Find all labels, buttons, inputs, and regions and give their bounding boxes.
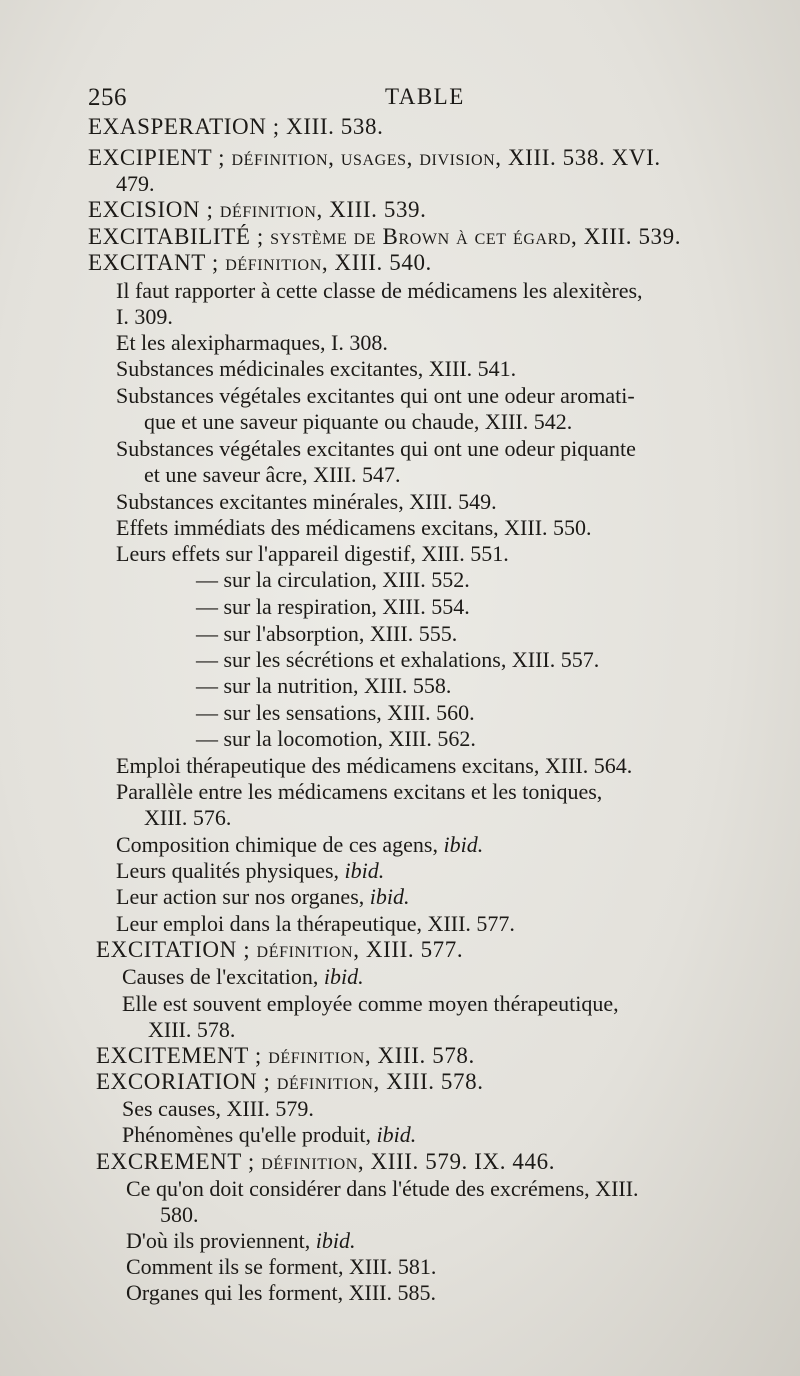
index-subentry [116,884,410,910]
index-subentry: Leur emploi dans la thérapeutique, XIII. 577. [116,911,515,936]
index-subentry: Organes qui les forment, XIII. 585. [126,1280,436,1305]
index-entry-excoriation: EXCORIATION ; définition, XIII. 578. [96,1069,484,1094]
index-entry-excitation: EXCITATION ; définition, XIII. 577. [96,937,464,962]
ibid-reference: ibid. [315,1228,356,1253]
index-subentry: Emploi thérapeutique des médicamens excitans, XIII. 564. [116,753,633,778]
entry-text: D'où ils proviennent, [126,1228,316,1253]
entry-text: Leur action sur nos organes, [116,884,370,909]
index-sub-subentry: — sur la circulation, XIII. 552. [196,567,470,592]
index-subentry: Ce qu'on doit considérer dans l'étude des excrémens, XIII. [126,1176,639,1201]
index-subentry-continuation: que et une saveur piquante ou chaude, XIII. 542. [144,409,573,434]
index-subentry: Effets immédiats des médicamens excitans, XIII. 550. [116,515,592,540]
index-subentry: Substances végétales excitantes qui ont une odeur aromati- [116,383,635,408]
ibid-reference: ibid. [443,832,484,857]
index-subentry: Elle est souvent employée comme moyen thérapeutique, [122,991,619,1016]
index-subentry-continuation: XIII. 576. [144,805,232,830]
entry-text: Causes de l'excitation, [122,964,324,989]
index-subentry: Leurs effets sur l'appareil digestif, XIII. 551. [116,541,509,566]
index-subentry-continuation: I. 309. [116,304,173,329]
entry-text: Composition chimique de ces agens, [116,832,444,857]
index-entry-exasperation: EXASPERATION ; XIII. 538. [88,114,384,139]
index-sub-subentry: — sur la nutrition, XIII. 558. [196,673,452,698]
index-subentry-continuation: et une saveur âcre, XIII. 547. [144,462,401,487]
entry-text: Leurs qualités physiques, [116,858,345,883]
index-sub-subentry: — sur la locomotion, XIII. 562. [196,726,476,751]
index-entry-excitant: EXCITANT ; définition, XIII. 540. [88,250,432,275]
index-sub-subentry: — sur les sécrétions et exhalations, XIII. 557. [196,647,600,672]
ibid-reference: ibid. [323,964,364,989]
index-subentry-continuation: 580. [160,1202,199,1227]
index-subentry [126,1228,355,1254]
index-entry-excitabilite: EXCITABILITÉ ; système de Brown à cet égard, XIII. 539. [88,224,682,249]
index-subentry: Substances excitantes minérales, XIII. 549. [116,489,497,514]
index-sub-subentry: — sur la respiration, XIII. 554. [196,594,470,619]
index-entry-excipient: EXCIPIENT ; définition, usages, division, XIII. 538. XVI. [88,145,661,170]
index-subentry: Substances médicinales excitantes, XIII. 541. [116,356,517,381]
index-subentry-continuation: XIII. 578. [148,1017,236,1042]
ibid-reference: ibid. [369,884,410,909]
index-entry-excitement: EXCITEMENT ; définition, XIII. 578. [96,1043,475,1068]
index-entry-excision: EXCISION ; définition, XIII. 539. [88,197,427,222]
page-number: 256 [88,84,127,111]
ibid-reference: ibid. [376,1122,417,1147]
index-subentry: Ses causes, XIII. 579. [122,1096,314,1121]
index-subentry [116,832,483,858]
index-sub-subentry: — sur l'absorption, XIII. 555. [196,621,458,646]
index-sub-subentry: — sur les sensations, XIII. 560. [196,700,475,725]
page-header [88,84,768,114]
index-subentry [116,858,384,884]
index-subentry: Et les alexipharmaques, I. 308. [116,330,388,355]
index-subentry [122,1122,416,1148]
running-title: TABLE [385,84,465,109]
index-entry-continuation: 479. [116,171,155,196]
index-subentry: Il faut rapporter à cette classe de médicamens les alexitères, [116,278,643,303]
ibid-reference: ibid. [344,858,385,883]
index-subentry: Substances végétales excitantes qui ont une odeur piquante [116,436,636,461]
index-subentry: Comment ils se forment, XIII. 581. [126,1254,437,1279]
entry-text: Phénomènes qu'elle produit, [122,1122,377,1147]
index-subentry: Parallèle entre les médicamens excitans et les toniques, [116,779,603,804]
index-entry-excrement: EXCREMENT ; définition, XIII. 579. IX. 446. [96,1149,556,1174]
index-subentry [122,964,364,990]
